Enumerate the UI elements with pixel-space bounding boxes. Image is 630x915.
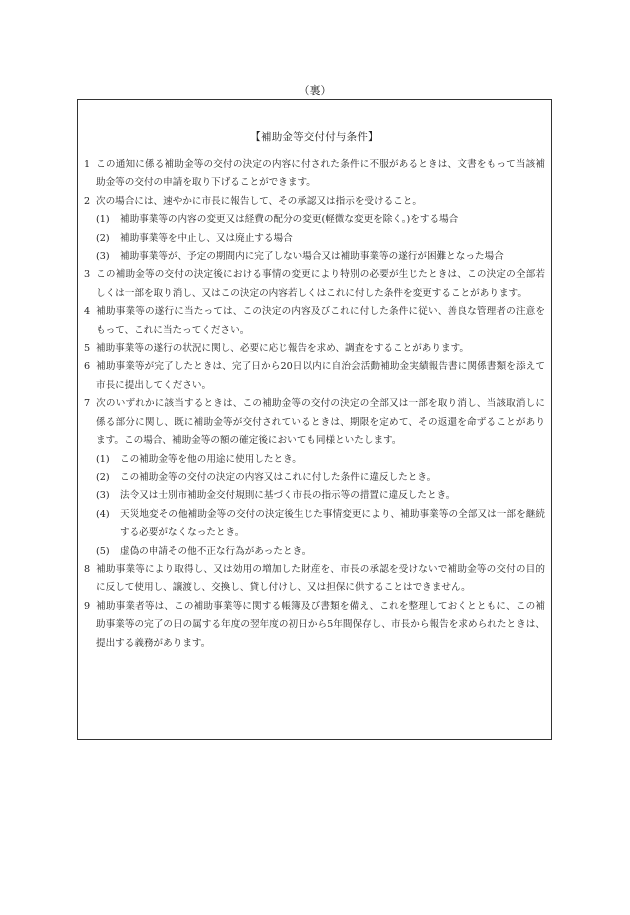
subitem-text: 補助事業等を中止し、又は廃止する場合 — [120, 232, 293, 244]
document-title: 【補助金等交付付与条件】 — [250, 131, 379, 143]
item-number: 1 — [84, 159, 91, 170]
item-text: 補助事業等の遂行の状況に関し、必要に応じ報告を求め、調査をすることがあります。 — [96, 343, 470, 355]
item-text: 次の場合には、速やかに市長に報告して、その承認又は指示を受けること。 — [96, 195, 422, 207]
condition-subitem-2-3 — [84, 248, 545, 266]
condition-item-3 — [84, 266, 545, 303]
subitem-text: 補助事業等が、予定の期間内に完了しない場合又は補助事業等の遂行が困難となった場合 — [120, 251, 504, 263]
condition-subitem-7-1 — [84, 451, 545, 469]
subitem-number: (2) — [96, 232, 110, 244]
item-number: 9 — [84, 600, 91, 612]
item-text: この補助金等の交付の決定後における事情の変更により特別の必要が生じたときは、この決定の全部若しくは一部を取り消し、又はこの決定の内容若しくはこれに付した条件を変更することがあります。 — [96, 269, 545, 299]
subitem-number: (2) — [96, 471, 110, 483]
item-text: 補助事業等が完了したときは、完了日から20日以内に自治会活動補助金実績報告書に関係書類を添えて市長に提出してください。 — [96, 361, 545, 391]
condition-subitem-2-2 — [84, 230, 545, 248]
condition-subitem-7-3 — [84, 487, 545, 505]
subitem-text: 天災地変その他補助金等の交付の決定後生じた事情変更により、補助事業等の全部又は一部を継続する必要がなくなったとき。 — [120, 508, 545, 539]
item-number: 5 — [84, 343, 91, 355]
subitem-text: この補助金等を他の用途に使用したとき。 — [120, 453, 302, 465]
subitem-text: 虚偽の申請その他不正な行為があったとき。 — [120, 545, 312, 557]
item-number: 2 — [84, 195, 91, 207]
item-text: 補助事業等の遂行に当たっては、この決定の内容及びこれに付した条件に従い、善良な管理者の注意をもって、これに当たってください。 — [96, 306, 545, 336]
condition-subitem-2-1 — [84, 211, 545, 229]
condition-item-8 — [84, 561, 545, 598]
subitem-text: この補助金等の交付の決定の内容又はこれに付した条件に違反したとき。 — [120, 471, 437, 483]
page-side-label: （裏） — [298, 84, 332, 97]
condition-item-2 — [84, 193, 545, 211]
item-number: 3 — [84, 269, 91, 281]
condition-item-5 — [84, 340, 545, 358]
subitem-number: (3) — [96, 490, 110, 502]
conditions-box — [77, 99, 552, 740]
condition-item-1 — [84, 156, 545, 193]
conditions-list — [84, 156, 545, 653]
subitem-text: 補助事業等の内容の変更又は経費の配分の変更(軽微な変更を除く。)をする場合 — [120, 214, 459, 226]
subitem-number: (5) — [96, 545, 110, 557]
item-number: 4 — [84, 306, 91, 318]
subitem-number: (1) — [96, 214, 110, 226]
condition-subitem-7-2 — [84, 469, 545, 487]
condition-item-4 — [84, 303, 545, 340]
item-number: 6 — [84, 361, 91, 373]
item-text: 次のいずれかに該当するときは、この補助金等の交付の決定の全部又は一部を取り消し、当該取消しに係る部分に関し、既に補助金等が交付されているときは、期限を定めて、その返還を命ずることがあります。この場合、補助金等の額の確定後においても同様といたします。 — [96, 398, 545, 447]
subitem-text: 法令又は士別市補助金交付規則に基づく市長の指示等の措置に違反したとき。 — [120, 490, 456, 502]
item-text: 補助事業等により取得し、又は効用の増加した財産を、市長の承認を受けないで補助金等の交付の目的に反して使用し、譲渡し、交換し、貸し付けし、又は担保に供することはできません。 — [96, 563, 545, 594]
condition-subitem-7-5 — [84, 543, 545, 561]
item-number: 8 — [84, 563, 91, 575]
subitem-number: (3) — [96, 251, 110, 263]
subitem-number: (4) — [96, 508, 110, 520]
item-text: 補助事業者等は、この補助事業等に関する帳簿及び書類を備え、これを整理しておくとともに、この補助事業等の完了の日の属する年度の翌年度の初日から5年間保存し、市長から報告を求められたときは、提出する義務があります。 — [96, 600, 545, 649]
item-number: 7 — [84, 398, 91, 410]
condition-subitem-7-4 — [84, 506, 545, 543]
item-text: この通知に係る補助金等の交付の決定の内容に付された条件に不服があるときは、文書をもって当該補助金等の交付の申請を取り下げることができます。 — [96, 159, 545, 189]
condition-item-6 — [84, 358, 545, 395]
condition-item-7 — [84, 395, 545, 450]
subitem-number: (1) — [96, 453, 110, 465]
condition-item-9 — [84, 598, 545, 653]
